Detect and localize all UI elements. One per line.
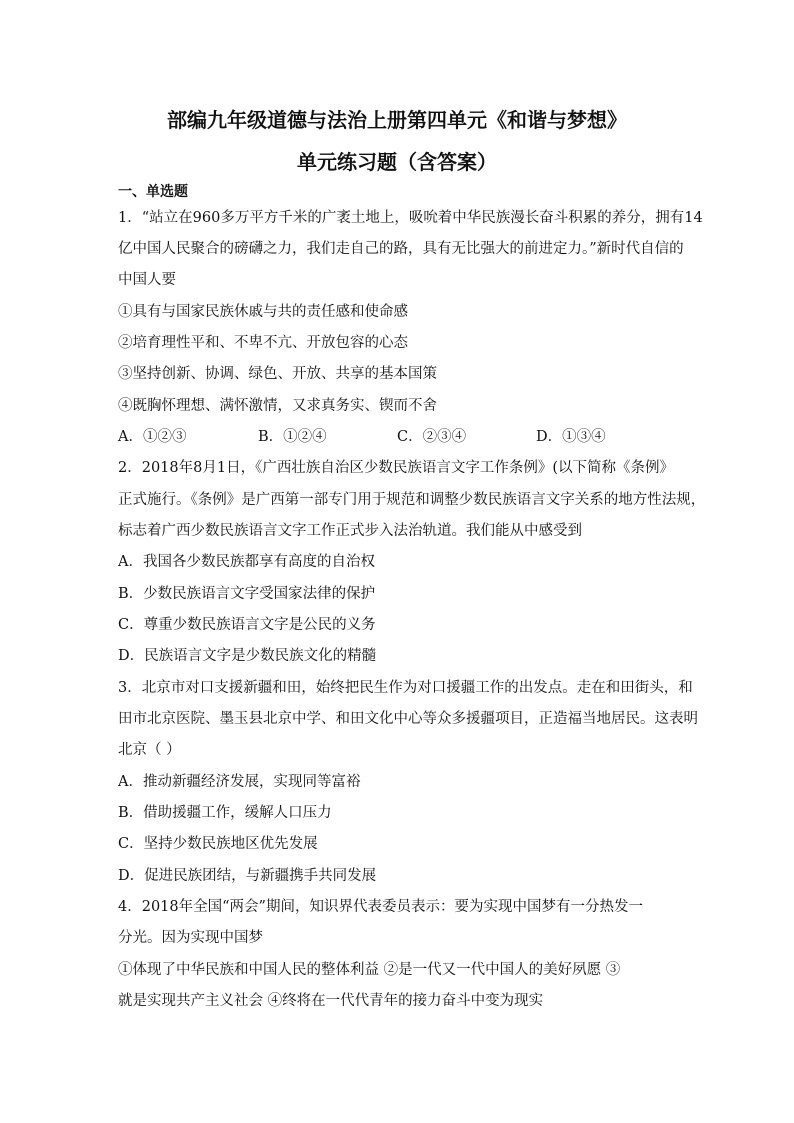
- question-1-line-2: 亿中国人民聚合的磅礴之力，我们走自己的路，具有无比强大的前进定力。”新时代自信的: [118, 241, 684, 257]
- question-1-item-3: ③坚持创新、协调、绿色、开放、共享的基本国策: [118, 366, 437, 382]
- question-1-line-3: 中国人要: [118, 272, 176, 288]
- document-title: 部编九年级道德与法治上册第四单元《和谐与梦想》: [167, 108, 627, 132]
- question-4-line-3: ①体现了中华民族和中国人民的整体利益 ②是一代又一代中国人的美好夙愿 ③: [118, 962, 621, 978]
- question-3-line-1: 3．北京市对口支援新疆和田，始终把民生作为对口援疆工作的出发点。走在和田街头，和: [118, 680, 693, 696]
- question-2-line-3: 标志着广西少数民族语言文字工作正式步入法治轨道。我们能从中感受到: [118, 523, 582, 539]
- question-2-option-c: C．尊重少数民族语言文字是公民的义务: [118, 617, 376, 633]
- question-3-option-c: C．坚持少数民族地区优先发展: [118, 836, 318, 852]
- question-1-option-d: D．①③④: [536, 429, 606, 445]
- question-2-line-1: 2．2018年8月1日，《广西壮族自治区少数民族语言文字工作条例》(以下简称《条例》: [118, 460, 674, 476]
- question-1-option-c: C．②③④: [397, 429, 467, 445]
- question-2-option-b: B．少数民族语言文字受国家法律的保护: [118, 586, 376, 602]
- section-heading: 一、单选题: [118, 184, 188, 200]
- question-1-item-4: ④既胸怀理想、满怀激情，又求真务实、锲而不舍: [118, 398, 437, 414]
- document-subtitle: 单元练习题（含答案）: [297, 150, 497, 174]
- question-1-option-b: B．①②④: [258, 429, 327, 445]
- question-3-option-b: B．借助援疆工作，缓解人口压力: [118, 805, 332, 821]
- question-2-option-a: A．我国各少数民族都享有高度的自治权: [118, 554, 375, 570]
- question-1-item-1: ①具有与国家民族休戚与共的责任感和使命感: [118, 304, 408, 320]
- question-3-line-2: 田市北京医院、墨玉县北京中学、和田文化中心等众多援疆项目，正造福当地居民。这表明: [118, 711, 698, 727]
- question-4-line-4: 就是实现共产主义社会 ④终将在一代代青年的接力奋斗中变为现实: [118, 993, 544, 1009]
- question-2-line-2: 正式施行。《条例》是广西第一部专门用于规范和调整少数民族语言文字关系的地方性法规，: [118, 492, 706, 508]
- question-3-line-3: 北京（ ）: [118, 742, 181, 758]
- question-1-item-2: ②培育理性平和、不卑不亢、开放包容的心态: [118, 335, 408, 351]
- question-1-option-a: A．①②③: [118, 429, 187, 445]
- question-4-line-2: 分光。因为实现中国梦: [118, 930, 263, 946]
- question-2-option-d: D．民族语言文字是少数民族文化的精髓: [118, 648, 377, 664]
- question-1-line-1: 1．“站立在960多万平方千米的广袤土地上，吸吮着中华民族漫长奋斗积累的养分，拥有14: [118, 210, 703, 226]
- question-4-line-1: 4．2018年全国“两会”期间，知识界代表委员表示：要为实现中国梦有一分热发一: [118, 899, 643, 915]
- question-3-option-d: D．促进民族团结，与新疆携手共同发展: [118, 868, 377, 884]
- question-3-option-a: A．推动新疆经济发展，实现同等富裕: [118, 774, 361, 790]
